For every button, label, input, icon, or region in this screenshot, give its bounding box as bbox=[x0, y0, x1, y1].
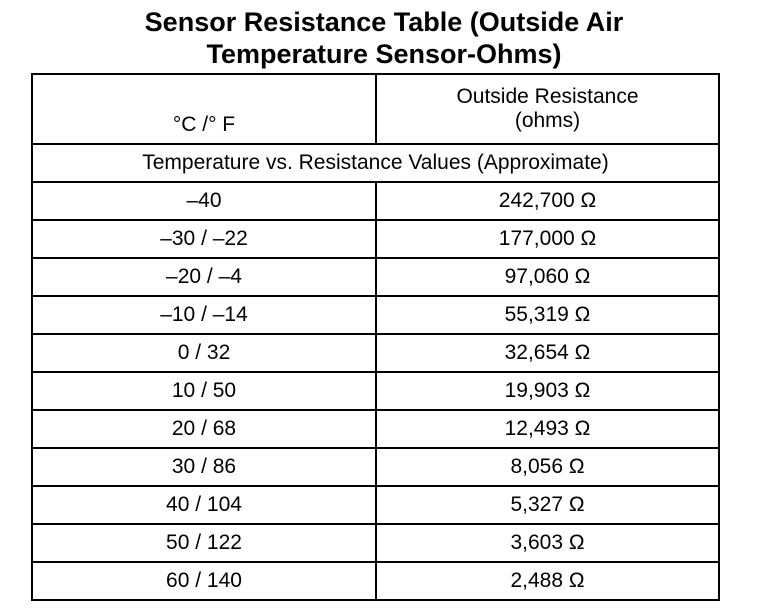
temperature-column-header: °C /° F bbox=[32, 74, 376, 144]
temperature-cell: 10 / 50 bbox=[32, 372, 376, 410]
resistance-cell: 8,056 Ω bbox=[376, 448, 719, 486]
temperature-cell: 50 / 122 bbox=[32, 524, 376, 562]
temperature-cell: 40 / 104 bbox=[32, 486, 376, 524]
table-row bbox=[32, 448, 719, 486]
resistance-cell: 2,488 Ω bbox=[376, 562, 719, 600]
table-subheader-row bbox=[32, 144, 719, 182]
sensor-resistance-table bbox=[31, 73, 720, 601]
table-row bbox=[32, 410, 719, 448]
temperature-cell: 20 / 68 bbox=[32, 410, 376, 448]
resistance-cell: 242,700 Ω bbox=[376, 182, 719, 220]
page-title bbox=[0, 6, 768, 70]
temperature-cell: –20 / –4 bbox=[32, 258, 376, 296]
resistance-header-line-2: (ohms) bbox=[514, 109, 581, 132]
resistance-cell: 55,319 Ω bbox=[376, 296, 719, 334]
resistance-header-line-1: Outside Resistance bbox=[456, 85, 639, 108]
resistance-column-header bbox=[376, 74, 719, 144]
table-row bbox=[32, 524, 719, 562]
table-body bbox=[32, 144, 719, 600]
temperature-cell: –30 / –22 bbox=[32, 220, 376, 258]
table-row bbox=[32, 296, 719, 334]
resistance-cell: 97,060 Ω bbox=[376, 258, 719, 296]
table-row bbox=[32, 334, 719, 372]
table-row bbox=[32, 486, 719, 524]
title-line-1: Sensor Resistance Table (Outside Air bbox=[144, 7, 624, 37]
table-row bbox=[32, 220, 719, 258]
table-row bbox=[32, 372, 719, 410]
resistance-cell: 12,493 Ω bbox=[376, 410, 719, 448]
table-subheader: Temperature vs. Resistance Values (Approximate) bbox=[32, 144, 719, 182]
title-line-2: Temperature Sensor-Ohms) bbox=[206, 39, 562, 69]
resistance-cell: 32,654 Ω bbox=[376, 334, 719, 372]
temperature-cell: 60 / 140 bbox=[32, 562, 376, 600]
resistance-cell: 19,903 Ω bbox=[376, 372, 719, 410]
table-header-row bbox=[32, 74, 719, 144]
resistance-cell: 5,327 Ω bbox=[376, 486, 719, 524]
table-row bbox=[32, 562, 719, 600]
temperature-cell: 30 / 86 bbox=[32, 448, 376, 486]
temperature-cell: –40 bbox=[32, 182, 376, 220]
resistance-cell: 177,000 Ω bbox=[376, 220, 719, 258]
temperature-cell: 0 / 32 bbox=[32, 334, 376, 372]
table-row bbox=[32, 182, 719, 220]
temperature-cell: –10 / –14 bbox=[32, 296, 376, 334]
table-row bbox=[32, 258, 719, 296]
resistance-cell: 3,603 Ω bbox=[376, 524, 719, 562]
